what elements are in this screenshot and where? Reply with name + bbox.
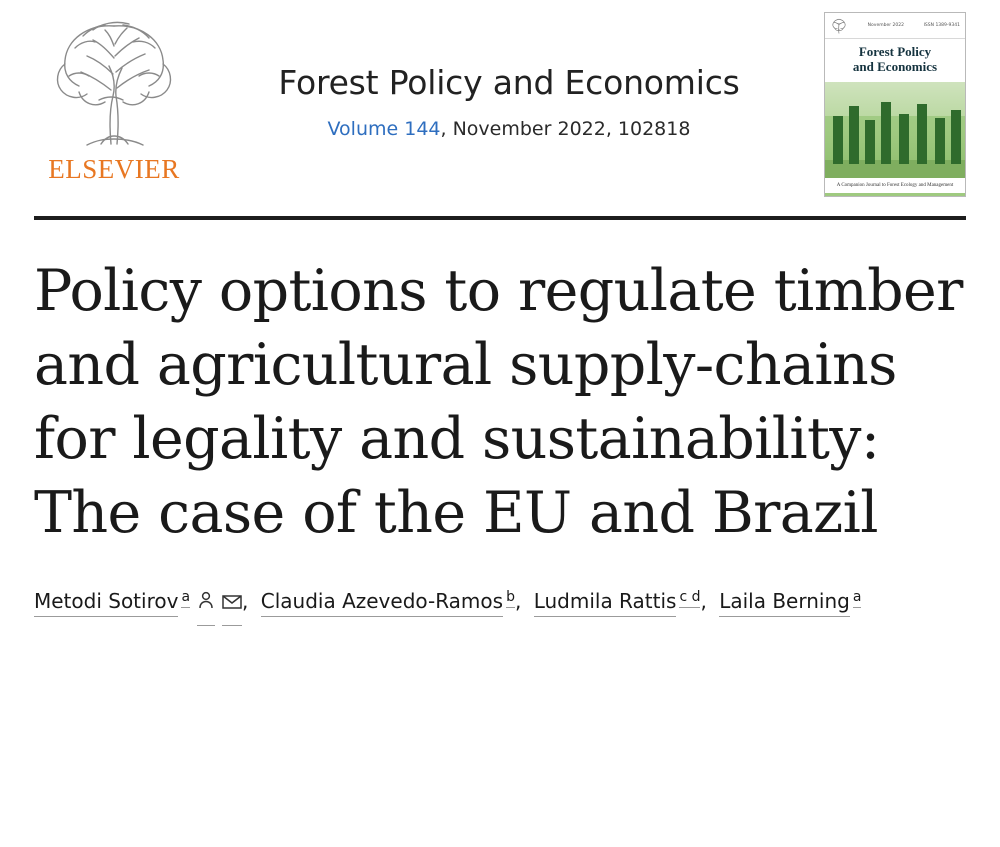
journal-cover[interactable] [824, 12, 966, 197]
cover-mini-logo-icon [830, 17, 848, 35]
author-separator: , [514, 589, 522, 614]
header-divider [34, 216, 966, 220]
cover-photo-sky [825, 82, 965, 116]
cover-footer-text: A Companion Journal to Forest Ecology and Management [825, 178, 965, 193]
cover-topbar [825, 13, 965, 39]
cover-top-right-text: ISSN 1389-9341 [923, 23, 960, 28]
journal-block [194, 8, 824, 140]
cover-title [825, 39, 965, 82]
author-entry[interactable] [534, 589, 701, 613]
cover-photo-tree [833, 116, 843, 164]
issue-line [194, 118, 824, 140]
publisher-name: ELSEVIER [48, 154, 180, 184]
author-affiliation-marker[interactable]: a [181, 589, 190, 608]
author-profile-icon[interactable] [197, 582, 215, 626]
cover-photo-tree [917, 104, 927, 164]
author-affiliation-marker[interactable]: a [853, 589, 862, 608]
cover-green-strip [825, 193, 965, 197]
cover-photo-tree [935, 118, 945, 164]
author-separator: , [700, 589, 707, 614]
cover-photo-tree [881, 102, 891, 164]
cover-photo [825, 82, 965, 178]
masthead [0, 0, 1000, 200]
email-icon[interactable] [222, 582, 242, 626]
author-name[interactable]: Ludmila Rattis [534, 589, 677, 617]
author-name[interactable]: Claudia Azevedo-Ramos [261, 589, 503, 617]
cover-photo-tree [951, 110, 961, 164]
page-title: Policy options to regulate timber and agricultural supply-chains for legality and sustainability: The case of the EU and Brazil [34, 258, 963, 547]
issue-date-text: , November 2022, 102818 [440, 117, 691, 140]
author-entry[interactable] [261, 589, 515, 613]
cover-top-center-text: November 2022 [867, 23, 904, 28]
volume-link[interactable]: Volume 144 [327, 117, 441, 140]
journal-cover-image [824, 12, 966, 197]
cover-photo-tree [849, 106, 859, 164]
author-separator: , [242, 589, 249, 614]
cover-photo-tree [899, 114, 909, 164]
author-affiliation-marker[interactable]: b [506, 589, 515, 608]
author-name[interactable]: Laila Berning [719, 589, 850, 617]
author-entry[interactable] [719, 589, 861, 613]
publisher-logo[interactable] [34, 8, 194, 185]
cover-photo-tree [865, 120, 875, 164]
journal-title[interactable]: Forest Policy and Economics [278, 63, 740, 102]
elsevier-tree-logo-icon [34, 12, 194, 152]
author-entry[interactable] [34, 589, 242, 613]
cover-title-line1: Forest Policy [858, 44, 932, 59]
author-list [34, 580, 966, 626]
author-affiliation-marker[interactable]: c d [679, 589, 700, 608]
author-name[interactable]: Metodi Sotirov [34, 589, 178, 617]
cover-title-line2: and Economics [852, 58, 938, 74]
